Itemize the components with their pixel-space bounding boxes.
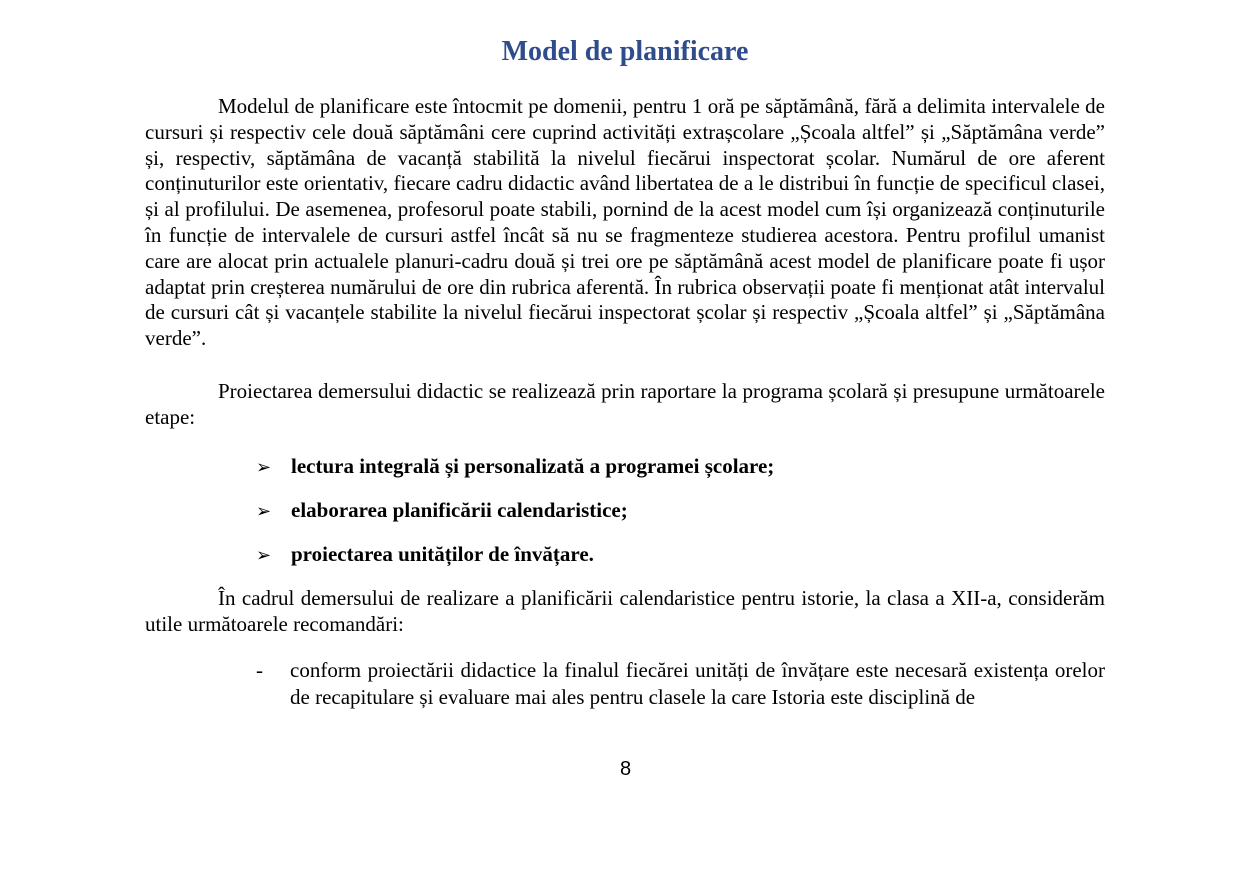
recomandari-paragraph: În cadrul demersului de realizare a planificării calendaristice pentru istorie, la clasa a XII-a, considerăm utile următoarele recomandări:	[145, 586, 1105, 636]
step-text: lectura integrală și personalizată a programei școlare;	[291, 454, 775, 478]
intro-paragraph: Modelul de planificare este întocmit pe domenii, pentru 1 oră pe săptămână, fără a delimita intervalele de cursuri și respectiv cele două săptămâni cere cuprind activități extrașcolare „Școala altfel” și „Săptămâna verde” și, respectiv, săptămâna de vacanță stabilită la nivelul fiecărui inspectorat școlar. Numărul de ore aferent conținuturilor este orientativ, fiecare cadru didactic având libertatea de a le distribui în funcție de specificul clasei, și al profilului. De asemenea, profesorul poate stabili, pornind de la acest model cum își organizează conținuturile în funcție de intervalele de cursuri astfel încât să nu se fragmenteze studierea acestora. Pentru profilul umanist care are alocat prin actualele planuri-cadru două și trei ore pe săptămână acest model de planificare poate fi ușor adaptat prin creșterea numărului de ore din rubrica aferentă. În rubrica observații poate fi menționat atât intervalul de cursuri cât și vacanțele stabilite la nivelul fiecărui inspectorat școlar și respectiv „Școala altfel” și „Săptămâna verde”.	[145, 94, 1105, 351]
page-number: 8	[619, 758, 632, 780]
arrow-bullet-icon: ➢	[256, 501, 272, 522]
page-title: Model de planificare	[501, 36, 749, 67]
step-item	[256, 453, 774, 481]
dash-bullet-icon: -	[256, 658, 263, 682]
arrow-bullet-icon: ➢	[256, 545, 272, 566]
step-text: proiectarea unităților de învățare.	[291, 542, 594, 566]
proiectare-paragraph: Proiectarea demersului didactic se realizează prin raportare la programa școlară și presupune următoarele etape:	[145, 379, 1105, 429]
step-item	[256, 497, 628, 525]
recommendation-text: conform proiectării didactice la finalul fiecărei unități de învățare este necesară existența orelor de recapitulare și evaluare mai ales pentru clasele la care Istoria este disciplină de	[290, 658, 1105, 709]
step-text: elaborarea planificării calendaristice;	[291, 498, 628, 522]
recommendation-item	[256, 657, 1105, 711]
step-item	[256, 541, 594, 569]
arrow-bullet-icon: ➢	[256, 457, 272, 478]
